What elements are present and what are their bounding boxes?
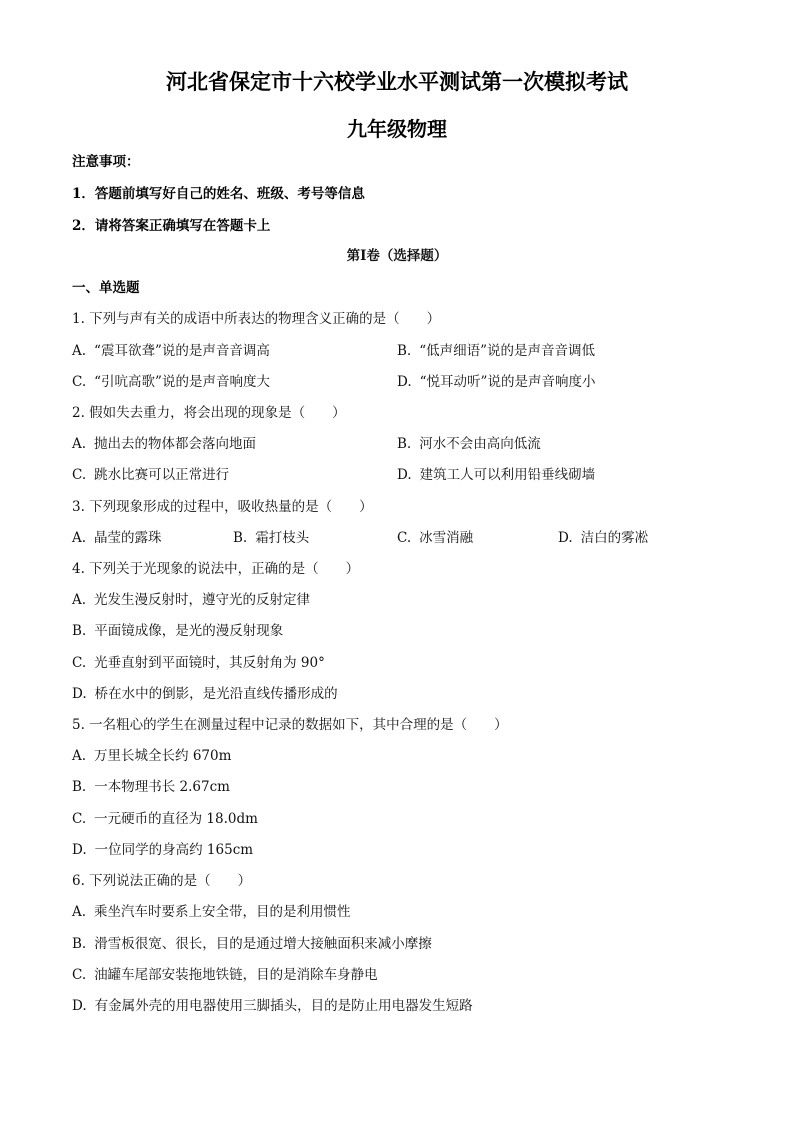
option-text: “引吭高歌”说的是声音响度大 xyxy=(94,374,270,390)
q5-option-a xyxy=(72,744,231,764)
exam-subtitle: 九年级物理 xyxy=(347,117,447,141)
option-mark: B. xyxy=(72,936,87,952)
option-text: 有金属外壳的用电器使用三脚插头，目的是防止用电器发生短路 xyxy=(94,998,473,1014)
q2-option-c xyxy=(72,463,229,483)
option-mark: C. xyxy=(72,655,87,671)
q3-option-b xyxy=(233,526,309,546)
exam-title: 河北省保定市十六校学业水平测试第一次模拟考试 xyxy=(166,69,628,94)
option-mark: A. xyxy=(72,343,87,359)
q2-option-b xyxy=(397,432,541,452)
option-text: “悦耳动听”说的是声音响度小 xyxy=(419,374,596,390)
option-mark: D. xyxy=(72,686,87,702)
q4-option-b xyxy=(72,619,283,639)
option-text: 一位同学的身高约 165cm xyxy=(94,842,254,858)
option-text: 冰雪消融 xyxy=(419,530,474,546)
q4-option-a xyxy=(72,588,310,608)
q6-option-c xyxy=(72,963,378,983)
option-text: 晶莹的露珠 xyxy=(94,530,162,546)
option-text: 光垂直射到平面镜时，其反射角为 90° xyxy=(94,655,325,671)
option-text: 滑雪板很宽、很长，目的是通过增大接触面积来减小摩擦 xyxy=(94,936,432,952)
q4-option-d xyxy=(72,682,338,702)
q6-option-d xyxy=(72,994,473,1014)
q6-option-a xyxy=(72,900,351,920)
option-text: 洁白的雾凇 xyxy=(580,530,649,546)
option-mark: B. xyxy=(72,623,87,639)
option-mark: C. xyxy=(72,967,87,983)
note-item-2: 2．请将答案正确填写在答题卡上 xyxy=(72,218,271,234)
q1-option-c xyxy=(72,370,270,390)
notes-heading: 注意事项： xyxy=(72,154,140,170)
option-mark: B. xyxy=(397,436,412,452)
option-mark: D. xyxy=(397,374,412,390)
option-mark: D. xyxy=(72,998,87,1014)
volume-heading: 第I卷（选择题） xyxy=(346,248,448,264)
option-text: 光发生漫反射时，遵守光的反射定律 xyxy=(94,592,311,608)
option-text: 建筑工人可以利用铅垂线砌墙 xyxy=(419,467,596,483)
option-text: 跳水比赛可以正常进行 xyxy=(94,467,230,483)
q1-option-d xyxy=(397,370,595,390)
part-heading: 一、单选题 xyxy=(72,280,140,296)
option-mark: A. xyxy=(72,904,87,920)
option-text: 乘坐汽车时要系上安全带，目的是利用惯性 xyxy=(94,904,351,920)
option-mark: B. xyxy=(233,530,248,546)
q4-option-c xyxy=(72,651,325,671)
option-mark: A. xyxy=(72,748,87,764)
option-mark: B. xyxy=(72,779,87,795)
option-text: 一本物理书长 2.67cm xyxy=(94,779,230,795)
q5-option-b xyxy=(72,775,230,795)
question-2-stem: 2. 假如失去重力，将会出现的现象是（ ） xyxy=(72,405,346,421)
option-text: 一元硬币的直径为 18.0dm xyxy=(94,811,258,827)
note-item-1: 1．答题前填写好自己的姓名、班级、考号等信息 xyxy=(72,186,365,202)
option-text: 河水不会由高向低流 xyxy=(419,436,541,452)
q2-option-d xyxy=(397,463,595,483)
option-mark: A. xyxy=(72,436,87,452)
option-text: 万里长城全长约 670m xyxy=(94,748,232,764)
option-text: “震耳欲聋”说的是声音音调高 xyxy=(94,343,270,359)
q1-option-a xyxy=(72,339,270,359)
option-text: 油罐车尾部安装拖地铁链，目的是消除车身静电 xyxy=(94,967,378,983)
question-5-stem: 5. 一名粗心的学生在测量过程中记录的数据如下，其中合理的是（ ） xyxy=(72,717,508,733)
q6-option-b xyxy=(72,932,432,952)
option-text: 平面镜成像，是光的漫反射现象 xyxy=(94,623,284,639)
option-mark: C. xyxy=(72,467,87,483)
option-mark: D. xyxy=(397,467,412,483)
question-6-stem: 6. 下列说法正确的是（ ） xyxy=(72,873,252,889)
option-mark: A. xyxy=(72,592,87,608)
option-mark: D. xyxy=(72,842,87,858)
q5-option-c xyxy=(72,807,258,827)
option-mark: A. xyxy=(72,530,87,546)
option-mark: C. xyxy=(72,811,87,827)
option-text: 抛出去的物体都会落向地面 xyxy=(94,436,257,452)
q2-option-a xyxy=(72,432,256,452)
q1-option-b xyxy=(397,339,595,359)
option-text: 霜打枝头 xyxy=(255,530,310,546)
q5-option-d xyxy=(72,838,253,858)
question-4-stem: 4. 下列关于光现象的说法中，正确的是（ ） xyxy=(72,561,360,577)
question-1-stem: 1. 下列与声有关的成语中所表达的物理含义正确的是（ ） xyxy=(72,311,441,327)
option-text: “低声细语”说的是声音音调低 xyxy=(419,343,596,359)
question-3-stem: 3. 下列现象形成的过程中，吸收热量的是（ ） xyxy=(72,499,373,515)
option-mark: D. xyxy=(558,530,573,546)
q3-option-c xyxy=(397,526,473,546)
q3-option-a xyxy=(72,526,162,546)
option-text: 桥在水中的倒影，是光沿直线传播形成的 xyxy=(94,686,338,702)
q3-option-d xyxy=(558,526,648,546)
option-mark: B. xyxy=(397,343,412,359)
option-mark: C. xyxy=(72,374,87,390)
option-mark: C. xyxy=(397,530,412,546)
